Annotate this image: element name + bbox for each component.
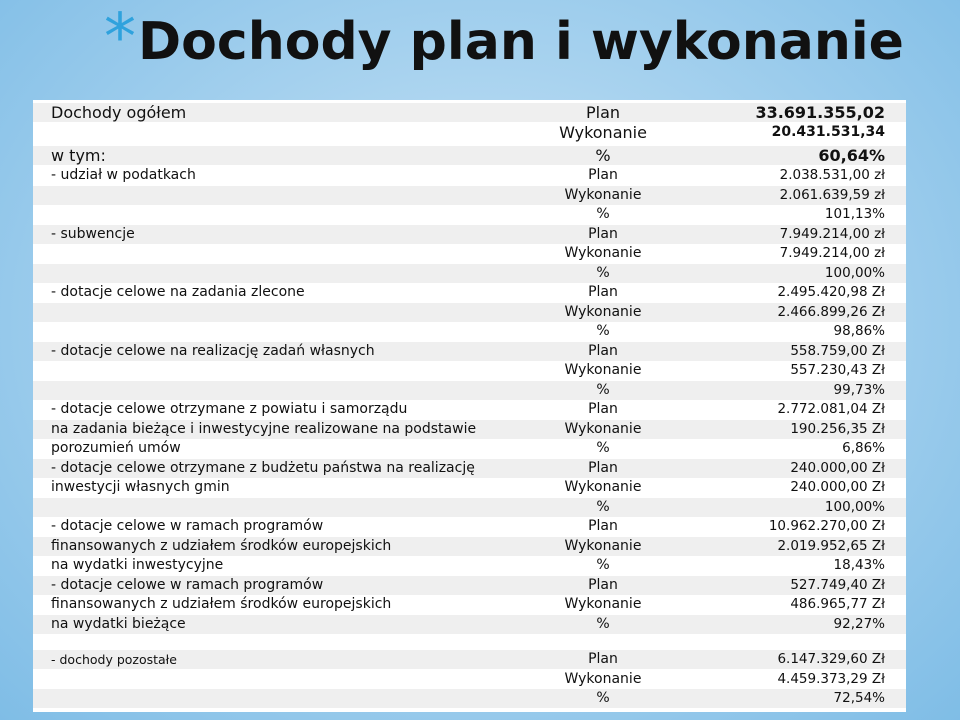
row-label: - dotacje celowe otrzymane z budżetu państwa na realizację	[51, 460, 475, 476]
row-type: Wykonanie	[564, 362, 642, 378]
row-label: - udział w podatkach	[51, 167, 196, 183]
row-label: - subwencje	[51, 226, 135, 242]
row-value: 6.147.329,60 Zł	[777, 651, 885, 667]
table-row	[33, 361, 906, 380]
row-value: 2.495.420,98 Zł	[777, 284, 885, 300]
row-type: Plan	[588, 167, 618, 183]
row-value: 33.691.355,02	[755, 103, 885, 122]
row-type: Wykonanie	[564, 421, 642, 437]
row-label: finansowanych z udziałem środków europejskich	[51, 596, 392, 612]
table-row	[33, 595, 906, 614]
row-label: finansowanych z udziałem środków europejskich	[51, 538, 392, 554]
row-type: Plan	[588, 343, 618, 359]
row-type: %	[596, 557, 610, 573]
row-value: 240.000,00 Zł	[790, 479, 885, 495]
table-row	[33, 205, 906, 224]
table-row	[33, 123, 906, 142]
row-value: 486.965,77 Zł	[790, 596, 885, 612]
row-value: 98,86%	[833, 323, 885, 339]
row-type: %	[596, 382, 610, 398]
slide-title-area	[0, 2, 960, 94]
row-type: Plan	[588, 518, 618, 534]
table-row	[33, 186, 906, 205]
row-label: na wydatki bieżące	[51, 616, 186, 632]
row-type: %	[596, 499, 610, 515]
row-type: Wykonanie	[564, 538, 642, 554]
row-type: Wykonanie	[564, 671, 642, 687]
row-label: - dotacje celowe na realizację zadań własnych	[51, 343, 375, 359]
row-type: Plan	[588, 577, 618, 593]
row-type: Plan	[588, 460, 618, 476]
table-row	[33, 537, 906, 556]
row-value: 190.256,35 Zł	[790, 421, 885, 437]
row-type: Plan	[588, 226, 618, 242]
row-value: 100,00%	[824, 499, 885, 515]
table-row	[33, 670, 906, 689]
table-row	[33, 283, 906, 302]
row-type: Wykonanie	[564, 304, 642, 320]
table-row	[33, 244, 906, 263]
row-value: 240.000,00 Zł	[790, 460, 885, 476]
table-row	[33, 420, 906, 439]
row-value: 101,13%	[824, 206, 885, 222]
table-row	[33, 689, 906, 708]
row-label: - dotacje celowe w ramach programów	[51, 518, 324, 534]
row-value: 99,73%	[833, 382, 885, 398]
row-type: Wykonanie	[564, 596, 642, 612]
row-label: - dochody pozostałe	[51, 652, 177, 667]
table-row	[33, 615, 906, 634]
table-row	[33, 459, 906, 478]
table-row	[33, 166, 906, 185]
table-row	[33, 400, 906, 419]
row-value: 7.949.214,00 zł	[779, 226, 885, 242]
row-type: Wykonanie	[559, 123, 647, 142]
row-label: Dochody ogółem	[51, 103, 187, 122]
table-row	[33, 576, 906, 595]
row-type: %	[596, 265, 610, 281]
table-row	[33, 264, 906, 283]
row-type: %	[596, 690, 610, 706]
row-value: 2.772.081,04 Zł	[777, 401, 885, 417]
row-value: 72,54%	[833, 690, 885, 706]
row-type: Wykonanie	[564, 187, 642, 203]
row-value: 557.230,43 Zł	[790, 362, 885, 378]
table-row	[33, 498, 906, 517]
table-row	[33, 478, 906, 497]
row-label: na wydatki inwestycyjne	[51, 557, 224, 573]
row-value: 92,27%	[833, 616, 885, 632]
row-type: Wykonanie	[564, 245, 642, 261]
row-label: w tym:	[51, 146, 106, 165]
table-row	[33, 103, 906, 122]
row-value: 20.431.531,34	[771, 124, 885, 140]
row-label: - dotacje celowe w ramach programów	[51, 577, 324, 593]
row-value: 6,86%	[842, 440, 885, 456]
row-label: porozumień umów	[51, 440, 181, 456]
row-label: - dotacje celowe na zadania zlecone	[51, 284, 305, 300]
row-value: 527.749,40 Zł	[790, 577, 885, 593]
row-type: Wykonanie	[564, 479, 642, 495]
row-type: %	[595, 146, 611, 165]
row-value: 2.019.952,65 Zł	[777, 538, 885, 554]
table-row	[33, 146, 906, 165]
table-row	[33, 556, 906, 575]
row-value: 2.466.899,26 Zł	[777, 304, 885, 320]
row-type: %	[596, 206, 610, 222]
table-row	[33, 381, 906, 400]
table-row	[33, 650, 906, 669]
table-row	[33, 225, 906, 244]
asterisk-bullet: *	[104, 1, 136, 75]
row-type: Plan	[585, 103, 621, 122]
table-row	[33, 517, 906, 536]
row-value: 60,64%	[818, 146, 885, 165]
table-row	[33, 303, 906, 322]
table-row	[33, 342, 906, 361]
row-type: %	[596, 323, 610, 339]
row-type: Plan	[588, 284, 618, 300]
table-row	[33, 439, 906, 458]
row-value: 100,00%	[824, 265, 885, 281]
page-title: Dochody plan i wykonanie	[138, 12, 904, 72]
row-label: inwestycji własnych gmin	[51, 479, 230, 495]
row-value: 558.759,00 Zł	[790, 343, 885, 359]
row-label: na zadania bieżące i inwestycyjne realizowane na podstawie	[51, 421, 477, 437]
table-row	[33, 322, 906, 341]
income-table	[33, 100, 906, 712]
row-value: 2.038.531,00 zł	[779, 167, 885, 183]
row-type: %	[596, 440, 610, 456]
row-value: 7.949.214,00 zł	[779, 245, 885, 261]
row-label: - dotacje celowe otrzymane z powiatu i samorządu	[51, 401, 408, 417]
row-value: 2.061.639,59 zł	[779, 187, 885, 203]
row-value: 10.962.270,00 Zł	[768, 518, 885, 534]
row-value: 4.459.373,29 Zł	[777, 671, 885, 687]
row-type: Plan	[588, 651, 618, 667]
row-type: %	[596, 616, 610, 632]
row-value: 18,43%	[833, 557, 885, 573]
row-type: Plan	[588, 401, 618, 417]
table-row-spacer	[33, 634, 906, 650]
